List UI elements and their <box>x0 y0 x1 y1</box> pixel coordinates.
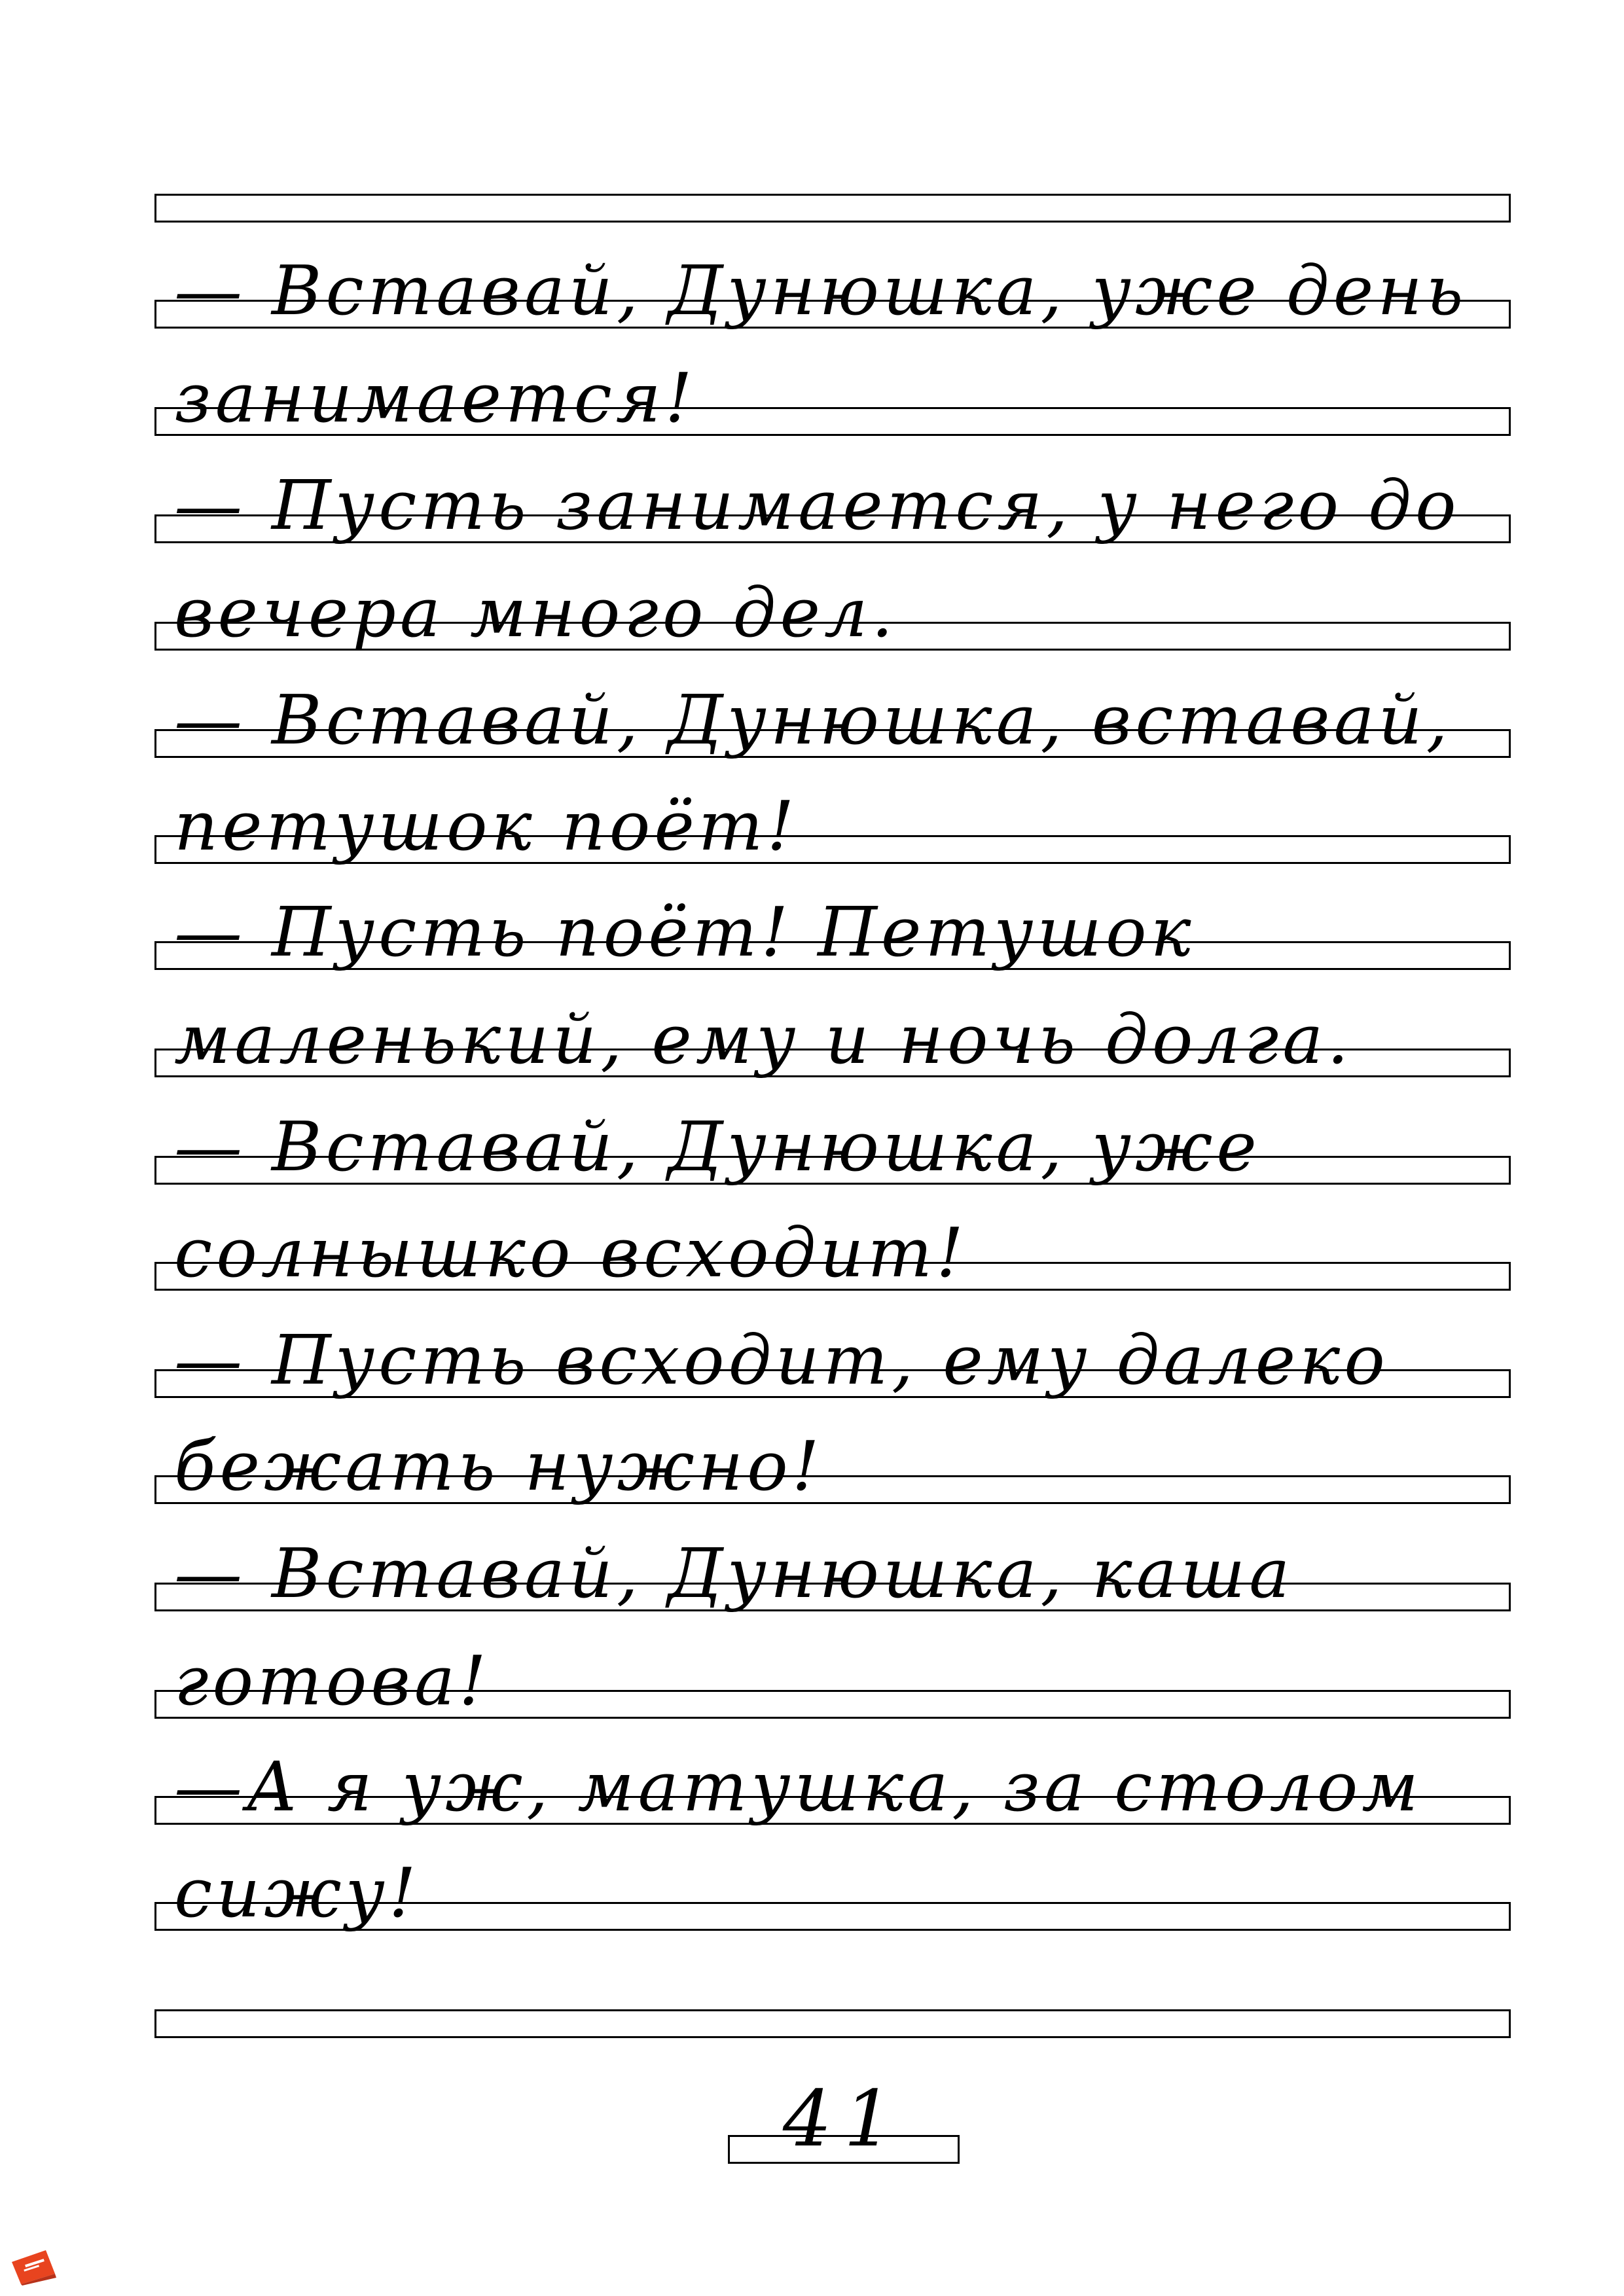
writing-line-2 <box>154 224 1511 329</box>
line-text: —А я уж, матушка, за столом <box>174 1747 1422 1827</box>
line-text: — Вставай, Дунюшка, уже день <box>174 251 1468 331</box>
line-text: петушок поёт! <box>174 786 799 866</box>
line-text: маленький, ему и ночь долга. <box>174 999 1353 1079</box>
writing-line-13 <box>154 1399 1511 1504</box>
line-text: — Пусть занимается, у него до <box>174 465 1460 545</box>
line-text: вечера много дел. <box>174 573 897 653</box>
line-text: — Вставай, Дунюшка, каша <box>174 1534 1294 1613</box>
writing-line-8 <box>154 865 1511 970</box>
writing-line-18 <box>154 1933 1511 2038</box>
publisher-logo-icon <box>8 2248 60 2286</box>
writing-line-11 <box>154 1186 1511 1291</box>
writing-line-12 <box>154 1293 1511 1398</box>
line-text: бежать нужно! <box>174 1426 823 1506</box>
line-text: готова! <box>174 1641 490 1721</box>
writing-line-1 <box>154 118 1511 223</box>
writing-line-16 <box>154 1720 1511 1825</box>
writing-line-3 <box>154 331 1511 436</box>
line-text: — Вставай, Дунюшка, уже <box>174 1107 1261 1187</box>
writing-line-5 <box>154 546 1511 651</box>
writing-line-17 <box>154 1826 1511 1931</box>
line-text: — Пусть всходит, ему далеко <box>174 1320 1389 1400</box>
writing-line-7 <box>154 759 1511 864</box>
page-number: 41 <box>782 2073 905 2164</box>
writing-line-4 <box>154 439 1511 543</box>
line-text: — Вставай, Дунюшка, вставай, <box>174 680 1452 760</box>
writing-line-9 <box>154 973 1511 1077</box>
writing-line-15 <box>154 1614 1511 1719</box>
line-text: солнышко всходит! <box>174 1213 967 1293</box>
line-text: сижу! <box>174 1853 420 1933</box>
line-band <box>154 2009 1511 2038</box>
line-text: — Пусть поёт! Петушок <box>174 892 1195 972</box>
line-band <box>154 194 1511 223</box>
writing-line-10 <box>154 1080 1511 1185</box>
writing-line-6 <box>154 653 1511 758</box>
line-text: занимается! <box>174 358 696 438</box>
writing-line-14 <box>154 1507 1511 1611</box>
